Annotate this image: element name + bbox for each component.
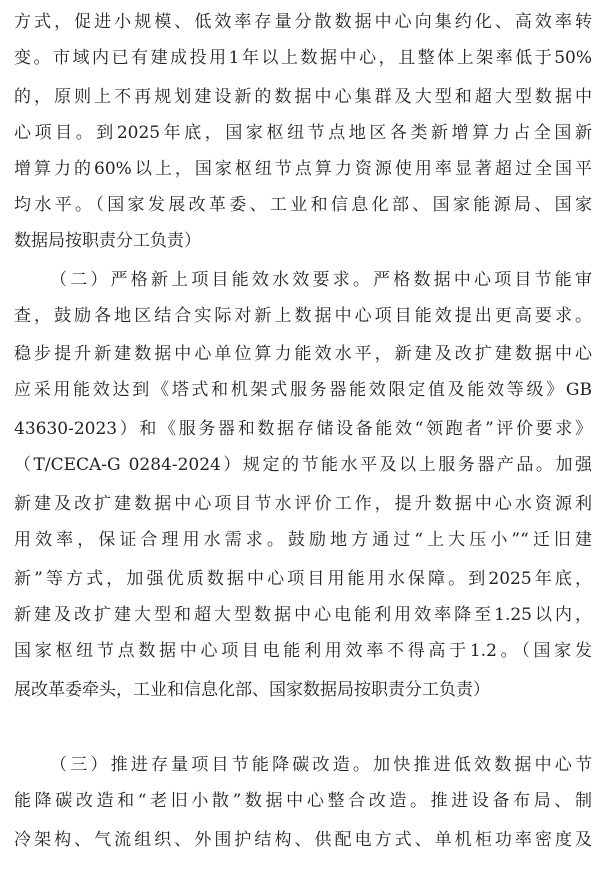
text-line: 新建及改扩建大型和超大型数据中心电能利用效率降至1.25以内， (14, 605, 592, 625)
paragraph-heading-2: （二）严格新上项目能效水效要求。严格数据中心项目节能审 (50, 270, 592, 290)
text-line: 展改革委牵头，工业和信息化部、国家数据局按职责分工负责） (14, 680, 490, 700)
paragraph-heading-3: （三）推进存量项目节能降碳改造。加快推进低效数据中心节 (50, 755, 592, 775)
text-line: 方式，促进小规模、低效率存量分散数据中心向集约化、高效率转 (14, 12, 592, 32)
text-line: 心项目。到2025年底，国家枢纽节点地区各类新增算力占全国新 (14, 123, 592, 143)
text-line: 应采用能效达到《塔式和机架式服务器能效限定值及能效等级》GB (14, 380, 592, 400)
text-line: （T/CECA-G 0284-2024）规定的节能水平及以上服务器产品。加强 (14, 455, 592, 475)
text-line: 增算力的60%以上，国家枢纽节点算力资源使用率显著超过全国平 (14, 159, 592, 179)
text-line: 国家枢纽节点数据中心项目电能利用效率不得高于1.2。（国家发 (14, 641, 592, 661)
text-line: 稳步提升新建数据中心单位算力能效水平，新建及改扩建数据中心 (14, 344, 592, 364)
text-line: 新建及改扩建数据中心项目节水评价工作，提升数据中心水资源利 (14, 494, 592, 514)
text-line: 查，鼓励各地区结合实际对新上数据中心项目能效提出更高要求。 (14, 306, 592, 326)
text-line: 冷架构、气流组织、外围护结构、供配电方式、单机柜功率密度及 (14, 830, 592, 850)
text-line: 用效率，保证合理用水需求。鼓励地方通过“上大压小”“迁旧建 (14, 530, 592, 550)
text-line: 数据局按职责分工负责） (14, 231, 201, 251)
text-line: 43630-2023）和《服务器和数据存储设备能效“领跑者”评价要求》 (14, 419, 592, 439)
text-line: 能降碳改造和“老旧小散”数据中心整合改造。推进设备布局、制 (14, 791, 592, 811)
text-line: 变。市域内已有建成投用1年以上数据中心，且整体上架率低于50% (14, 48, 592, 68)
text-line: 新”等方式，加强优质数据中心项目用能用水保障。到2025年底， (14, 569, 592, 589)
text-line: 均水平。（国家发展改革委、工业和信息化部、国家能源局、国家 (14, 195, 592, 215)
text-line: 的，原则上不再规划建设新的数据中心集群及大型和超大型数据中 (14, 87, 592, 107)
